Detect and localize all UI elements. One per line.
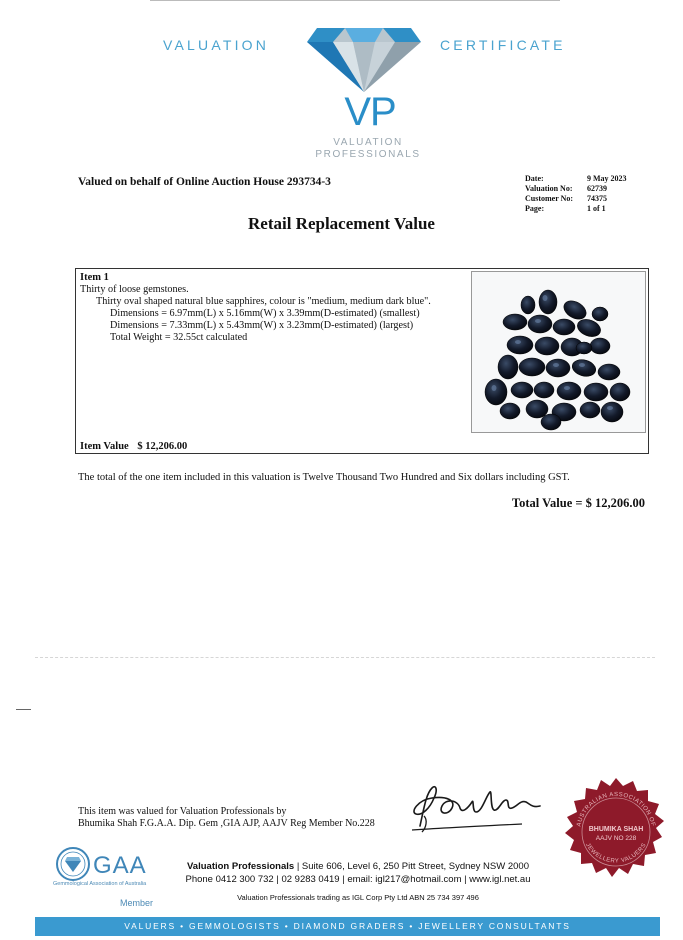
meta-block [525, 174, 647, 214]
seal-stamp-icon [560, 776, 672, 888]
diamond-logo-icon [305, 22, 423, 94]
edge-mark [16, 709, 31, 710]
item-heading: Item 1 [80, 272, 109, 283]
item-line: Dimensions = 6.97mm(L) x 5.16mm(W) x 3.39mm(D-estimated) (smallest) [110, 308, 420, 319]
seal-bottom-arc: JEWELLERY VALUERS [584, 842, 648, 865]
item-value-amount: $ 12,206.00 [137, 441, 188, 452]
item-line: Thirty of loose gemstones. [80, 284, 189, 295]
logo-letters: VP [344, 90, 396, 134]
logo-subtitle-1: VALUATION [333, 137, 403, 148]
seal-number: AAJV NO 228 [595, 835, 637, 842]
meta-row-valuation-no [525, 184, 647, 194]
footer-band: VALUERS • GEMMOLOGISTS • DIAMOND GRADERS • JEWELLERY CONSULTANTS [35, 917, 660, 936]
seal-top-arc: AUSTRALIAN ASSOCIATION OF [576, 791, 656, 828]
gaa-logo-text: GAA [93, 852, 147, 879]
header-word-valuation: VALUATION [163, 37, 270, 53]
meta-label: Customer No: [525, 194, 574, 203]
meta-value: 1 of 1 [587, 204, 606, 213]
meta-row-date [525, 174, 647, 184]
item-line: Thirty oval shaped natural blue sapphires, colour is "medium, medium dark blue". [96, 296, 431, 307]
meta-label: Page: [525, 204, 545, 213]
faint-divider [35, 657, 655, 658]
footer-contact: Phone 0412 300 732 | 02 9283 0419 | email: igl217@hotmail.com | www.igl.net.au [185, 874, 531, 885]
meta-value: 62739 [587, 184, 607, 193]
valued-on-behalf: Valued on behalf of Online Auction House 293734-3 [78, 176, 331, 188]
total-value: Total Value = $ 12,206.00 [511, 496, 645, 510]
document-title: Retail Replacement Value [248, 214, 435, 233]
valuer-line-1: This item was valued for Valuation Professionals by [78, 806, 287, 817]
logo-subtitle-2: PROFESSIONALS [315, 149, 421, 160]
item-line: Dimensions = 7.33mm(L) x 5.43mm(W) x 3.23mm(D-estimated) (largest) [110, 320, 414, 331]
valuer-statement [78, 806, 375, 830]
sapphires-image [472, 272, 646, 433]
item-value-label: Item Value [80, 441, 129, 452]
footer-address [168, 861, 548, 872]
meta-value: 9 May 2023 [587, 174, 627, 183]
item-value [80, 441, 193, 452]
meta-row-page [525, 204, 647, 214]
header-word-certificate: CERTIFICATE [440, 37, 566, 53]
footer-company: Valuation Professionals [187, 861, 295, 872]
item-box [75, 268, 649, 454]
signature-icon [402, 778, 552, 838]
meta-row-customer-no [525, 194, 647, 204]
gaa-caption: Gemmological Association of Australia [53, 881, 147, 887]
footer-trading: Valuation Professionals trading as IGL Corp Pty Ltd ABN 25 734 397 496 [237, 893, 479, 902]
top-rule [150, 0, 560, 1]
meta-value: 74375 [587, 194, 607, 203]
total-statement: The total of the one item included in this valuation is Twelve Thousand Two Hundred and Six dollars including GST. [78, 472, 570, 483]
gemstones-photo [471, 271, 646, 433]
valuer-line-2: Bhumika Shah F.G.A.A. Dip. Gem ,GIA AJP, AAJV Reg Member No.228 [78, 818, 375, 829]
item-description [80, 272, 431, 344]
seal-name: BHUMIKA SHAH [588, 826, 644, 833]
meta-label: Date: [525, 174, 544, 183]
footer-address-text: | Suite 606, Level 6, 250 Pitt Street, Sydney NSW 2000 [296, 861, 529, 872]
item-line: Total Weight = 32.55ct calculated [110, 332, 248, 343]
gaa-member: Member [120, 898, 154, 908]
meta-label: Valuation No: [525, 184, 573, 193]
gaa-emblem-icon [55, 846, 91, 882]
